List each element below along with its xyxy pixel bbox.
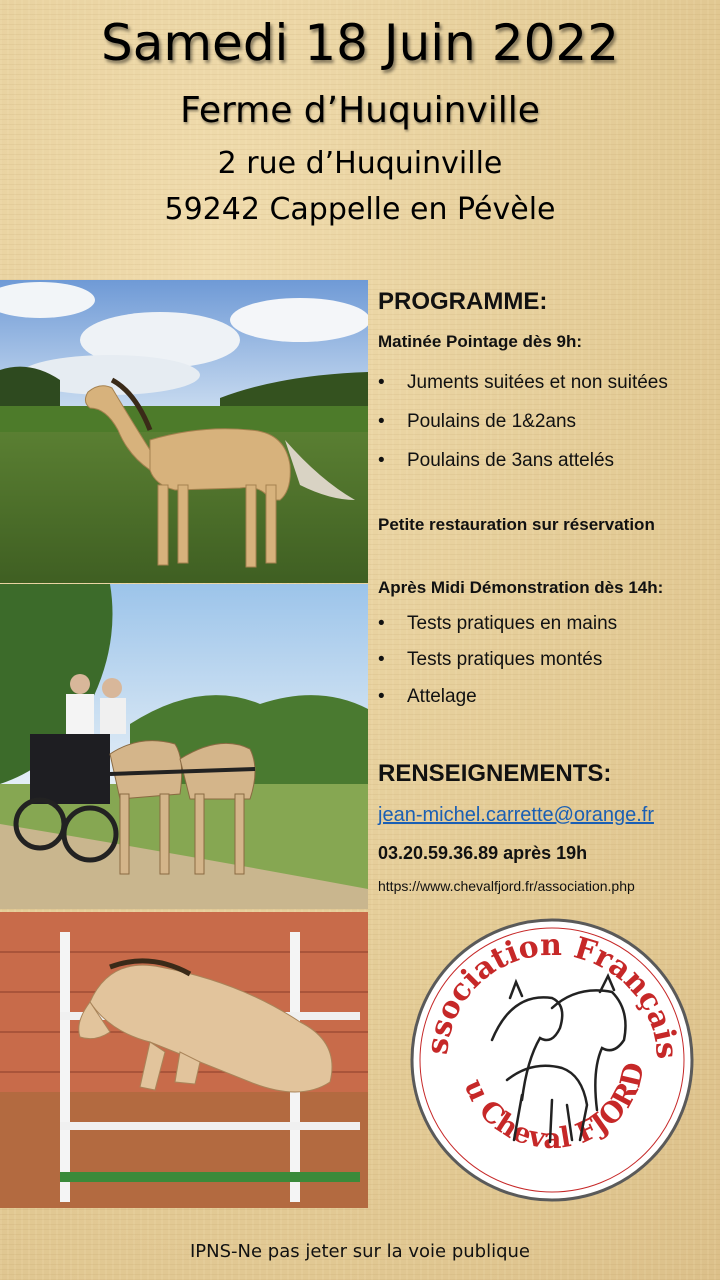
list-item-label: Poulains de 3ans attelés	[407, 450, 615, 471]
morning-label: Matinée Pointage dès 9h:	[378, 332, 583, 351]
venue-city: 59242 Cappelle en Pévèle	[164, 192, 556, 227]
bullet-icon: •	[378, 411, 385, 432]
horse-photo	[0, 280, 368, 583]
food-note: Petite restauration sur réservation	[378, 515, 655, 534]
list-item-label: Tests pratiques en mains	[407, 613, 618, 634]
list-item-label: Tests pratiques montés	[407, 649, 603, 670]
event-date-title: Samedi 18 Juin 2022	[100, 14, 620, 72]
list-item-label: Juments suitées et non suitées	[407, 372, 668, 393]
carriage-photo	[0, 584, 368, 909]
bullet-icon: •	[378, 450, 385, 471]
list-item-label: Attelage	[407, 686, 477, 707]
jumping-horse-photo	[0, 912, 368, 1208]
bullet-icon: •	[378, 372, 385, 393]
list-item-label: Poulains de 1&2ans	[407, 411, 577, 432]
contact-heading: RENSEIGNEMENTS:	[378, 760, 612, 787]
website-link[interactable]: https://www.chevalfjord.fr/association.php	[378, 878, 635, 894]
afternoon-label: Après Midi Démonstration dès 14h:	[378, 578, 664, 597]
email-link[interactable]: jean-michel.carrette@orange.fr	[378, 804, 654, 826]
venue-name: Ferme d’Huquinville	[180, 90, 540, 131]
bullet-icon: •	[378, 686, 385, 707]
programme-heading: PROGRAMME:	[378, 288, 548, 315]
venue-street: 2 rue d’Huquinville	[217, 146, 503, 181]
phone-number: 03.20.59.36.89 après 19h	[378, 843, 588, 863]
association-logo	[402, 910, 702, 1210]
logo-top-text: ssociation Français	[419, 927, 685, 1061]
bullet-icon: •	[378, 613, 385, 634]
footer-note: IPNS-Ne pas jeter sur la voie publique	[190, 1241, 530, 1262]
bullet-icon: •	[378, 649, 385, 670]
logo-bottom-text: u Cheval FJORD	[457, 1059, 652, 1155]
